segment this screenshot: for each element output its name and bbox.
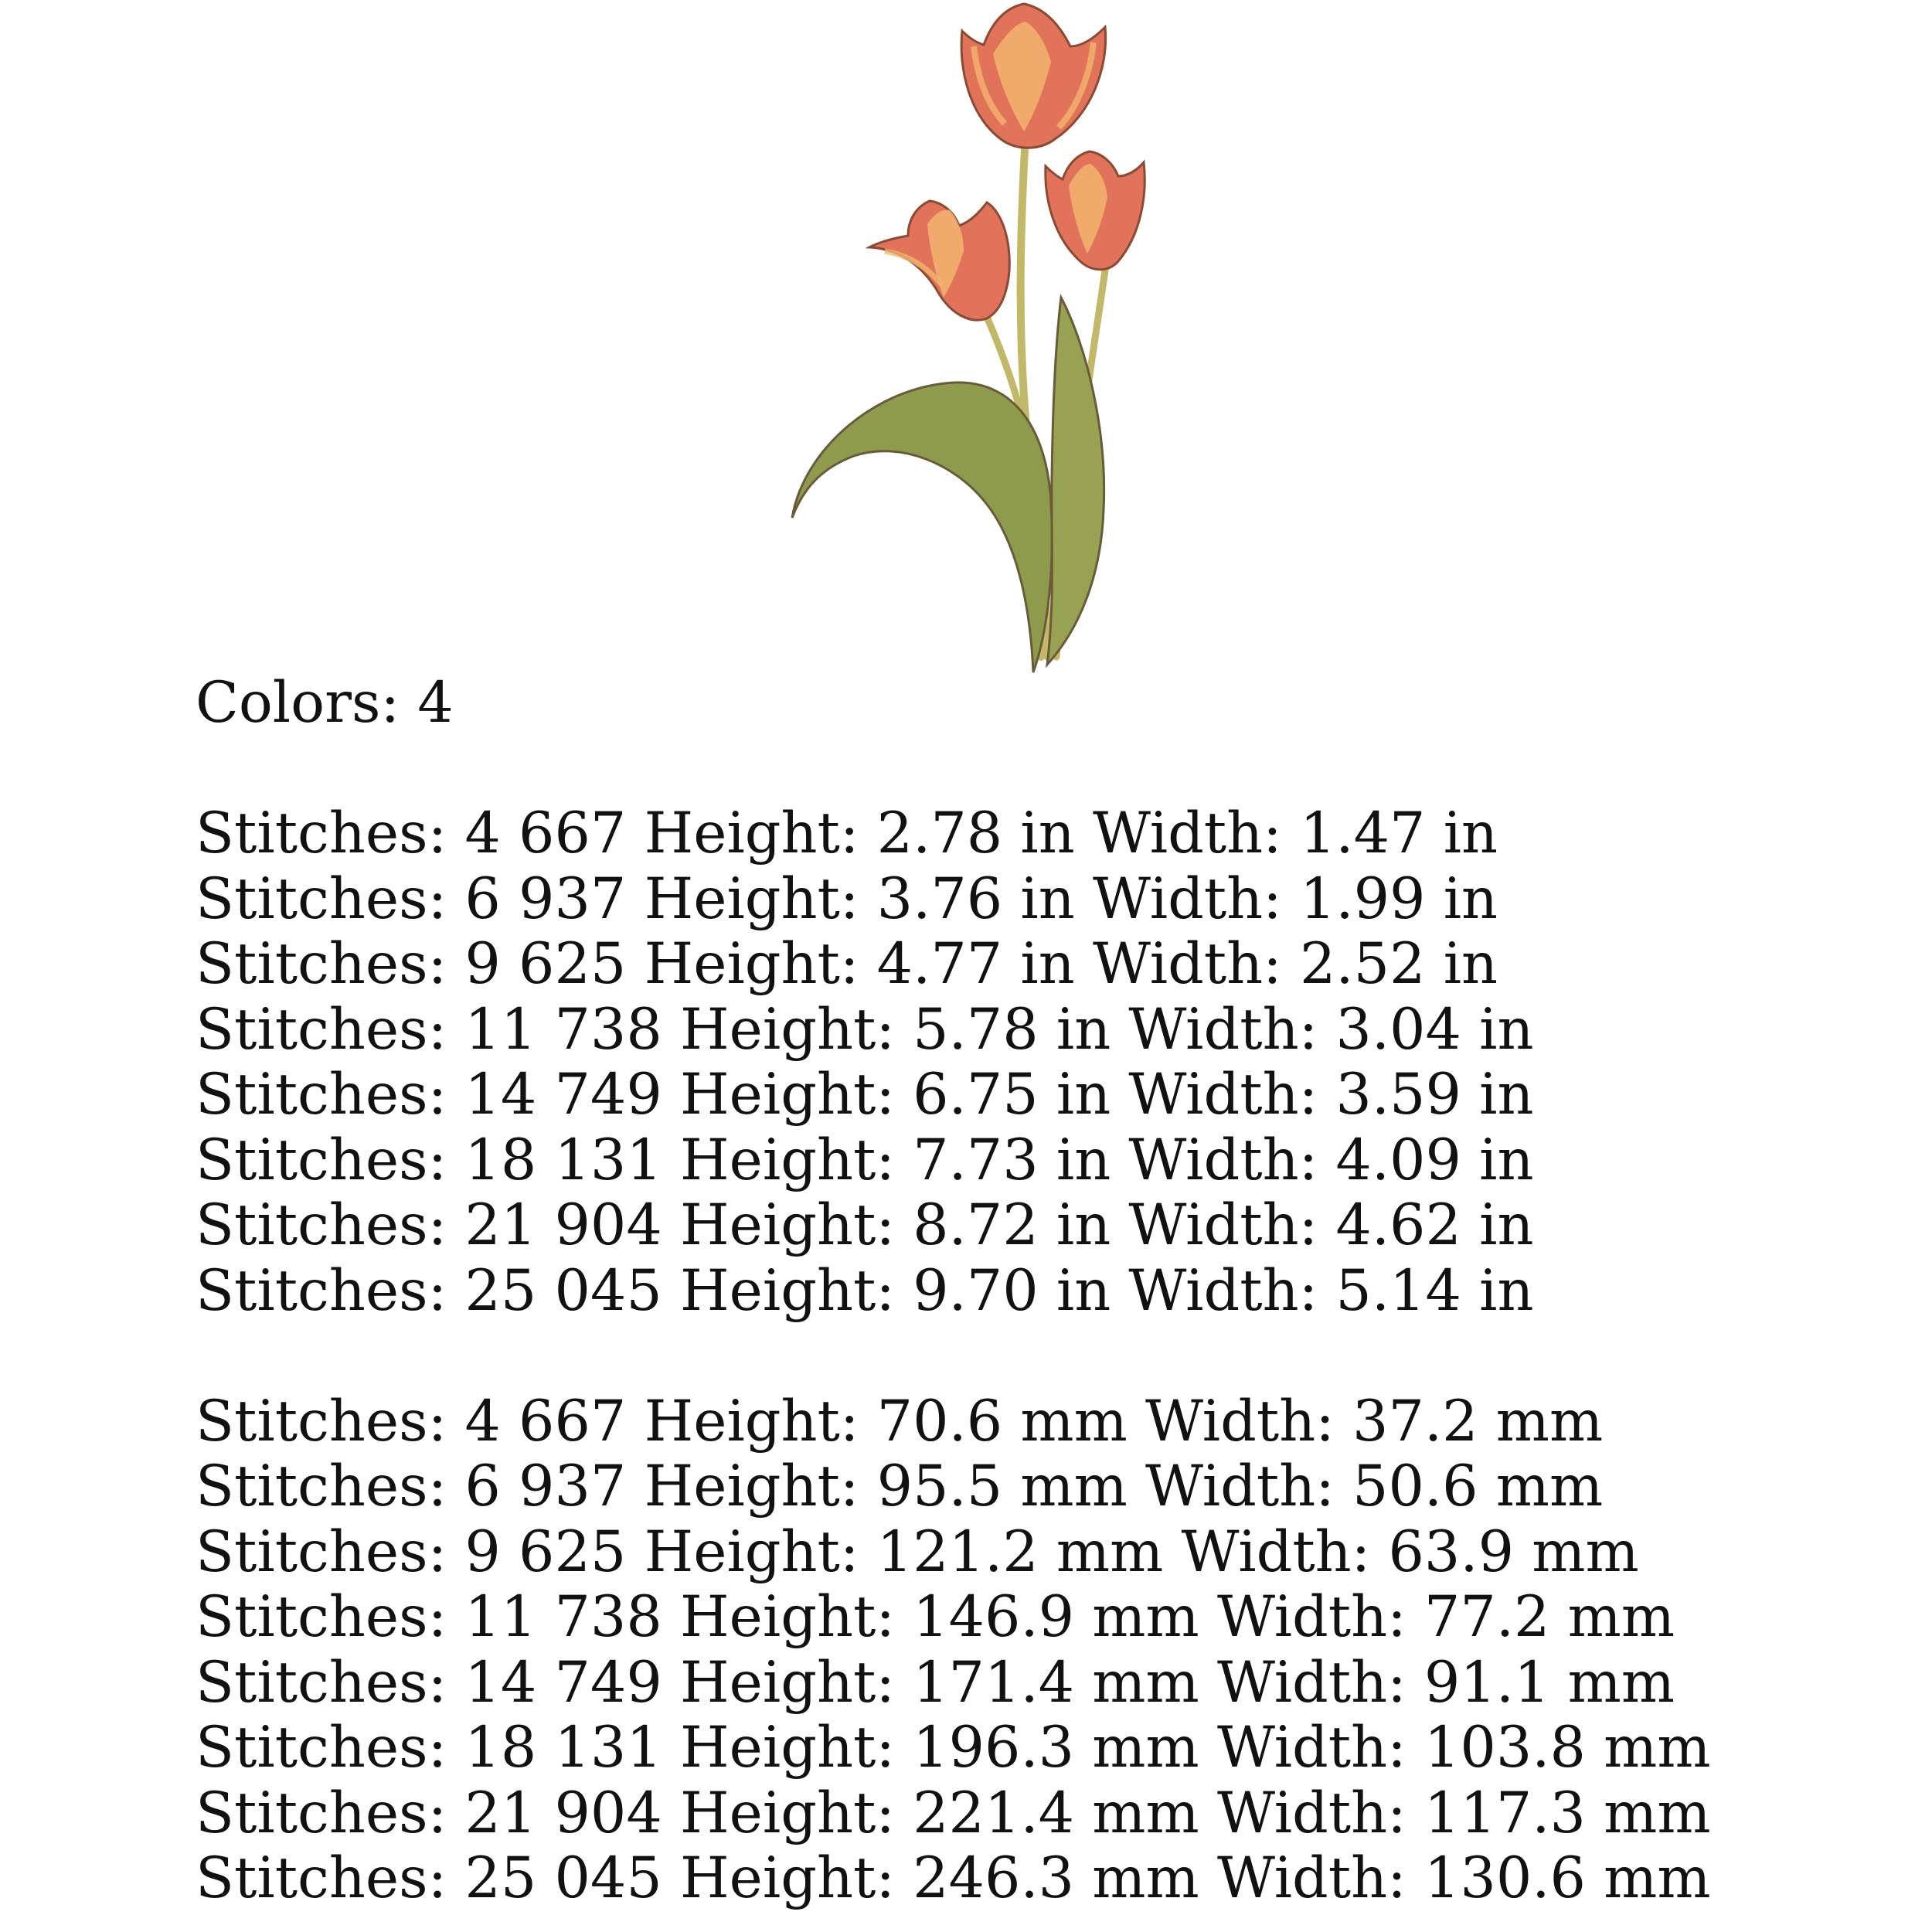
colors-count: Colors: 4 [196,670,454,736]
sizes-inches-list [196,801,1896,1324]
size-row-mm: Stitches: 25 045 Height: 246.3 mm Width: 130.6 mm [196,1845,1711,1911]
size-row-mm: Stitches: 14 749 Height: 171.4 mm Width: 91.1 mm [196,1649,1675,1716]
tulip-embroidery-image [784,0,1163,680]
size-row-mm: Stitches: 9 625 Height: 121.2 mm Width: 63.9 mm [196,1519,1639,1585]
size-row-in: Stitches: 6 937 Height: 3.76 in Width: 1.99 in [196,866,1498,932]
size-row-mm: Stitches: 4 667 Height: 70.6 mm Width: 37.2 mm [196,1388,1604,1454]
size-row-in: Stitches: 18 131 Height: 7.73 in Width: 4.09 in [196,1127,1534,1193]
size-row-in: Stitches: 4 667 Height: 2.78 in Width: 1.47 in [196,801,1498,866]
size-row-mm: Stitches: 6 937 Height: 95.5 mm Width: 50.6 mm [196,1454,1604,1519]
size-row-mm: Stitches: 11 738 Height: 146.9 mm Width: 77.2 mm [196,1584,1675,1650]
tulip-flower-left [869,201,1009,320]
size-row-mm: Stitches: 18 131 Height: 196.3 mm Width: 103.8 mm [196,1715,1711,1781]
size-row-mm: Stitches: 21 904 Height: 221.4 mm Width: 117.3 mm [196,1780,1711,1846]
tulip-flower-right [1046,151,1145,270]
tulip-leaf-left [792,383,1052,672]
size-row-in: Stitches: 25 045 Height: 9.70 in Width: 5.14 in [196,1257,1534,1324]
tulip-flower-top [961,4,1106,148]
design-specifications [196,671,1896,1912]
size-row-in: Stitches: 21 904 Height: 8.72 in Width: 4.62 in [196,1192,1534,1258]
sizes-millimeters-list [196,1389,1896,1912]
size-row-in: Stitches: 11 738 Height: 5.78 in Width: 3.04 in [196,996,1534,1063]
size-row-in: Stitches: 9 625 Height: 4.77 in Width: 2.52 in [196,931,1498,997]
size-row-in: Stitches: 14 749 Height: 6.75 in Width: 3.59 in [196,1062,1534,1128]
